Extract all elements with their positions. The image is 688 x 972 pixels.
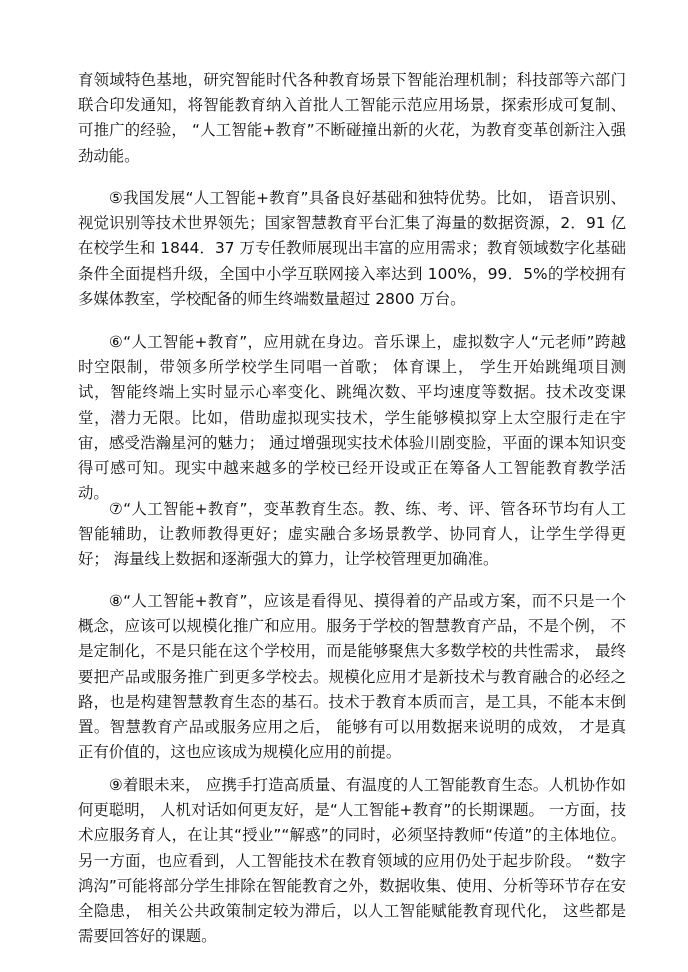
paragraph-9: ⑨着眼未来， 应携手打造高质量、有温度的人工智能教育生态。人机协作如何更聪明， 人机对话如何更友好，是“人工智能+教育”的长期课题。 一方面，技术应服务育人，在让其“授业”“解惑”的同时，必须坚持教师“传道”的主体地位。另一方面，也应看到，人工智能技术在教育领域的应用仍处于起步阶段。 “数字鸿沟”可能将部分学生排除在智能教育之外，数据收集、使用、分析等环节存在安全隐患， 相关公共政策制定较为滞后，以人工智能赋能教育现代化， 这些都是需要回答好的课题。: [78, 776, 626, 946]
paragraph-6: ⑥“人工智能+教育”，应用就在身边。音乐课上，虚拟数字人“元老师”跨越时空限制，带领多所学校学生同唱一首歌； 体育课上， 学生开始跳绳项目测试，智能终端上实时显示心率变化、跳绳次数、平均速度等数据。技术改变课堂，潜力无限。比如，借助虚拟现实技术，学生能够模拟穿上太空服行走在宇宙，感受浩瀚星河的魅力； 通过增强现实技术体验川剧变脸，平面的课本知识变得可感可知。现实中越来越多的学校已经开设或正在筹备人工智能教育教学活动。: [78, 333, 626, 503]
paragraph-5: ⑤我国发展“人工智能+教育”具备良好基础和独特优势。比如， 语音识别、视觉识别等技术世界领先；国家智慧教育平台汇集了海量的数据资源，2．91 亿在校学生和 1844．37 万专任教师展现出丰富的应用需求；教育领域数字化基础条件全面提档升级，全国中小学互联网接入率达到 100%，99．5%的学校拥有多媒体教室，学校配备的师生终端数量超过 2800 万台。: [78, 189, 626, 308]
paragraph-7: ⑦“人工智能+教育”，变革教育生态。教、练、考、评、管各环节均有人工智能辅助，让教师教得更好；虚实融合多场景教学、协同育人，让学生学得更好； 海量线上数据和逐渐强大的算力，让学校管理更加确准。: [78, 500, 626, 569]
paragraph-8: ⑧“人工智能+教育”，应该是看得见、摸得着的产品或方案，而不只是一个概念，应该可以规模化推广和应用。服务于学校的智慧教育产品，不是个例， 不是定制化，不是只能在这个学校用，而是能够聚焦大多数学校的共性需求， 最终要把产品或服务推广到更多学校去。规模化应用才是新技术与教育融合的必经之路，也是构建智慧教育生态的基石。技术于教育本质而言，是工具，不能本末倒置。智慧教育产品或服务应用之后， 能够有可以用数据来说明的成效， 才是真正有价值的，这也应该成为规模化应用的前提。: [78, 592, 626, 762]
paragraph-continued: 育领域特色基地，研究智能时代各种教育场景下智能治理机制；科技部等六部门联合印发通知，将智能教育纳入首批人工智能示范应用场景，探索形成可复制、可推广的经验， “人工智能+教育”不断碰撞出新的火花，为教育变革创新注入强劲动能。: [78, 71, 626, 165]
